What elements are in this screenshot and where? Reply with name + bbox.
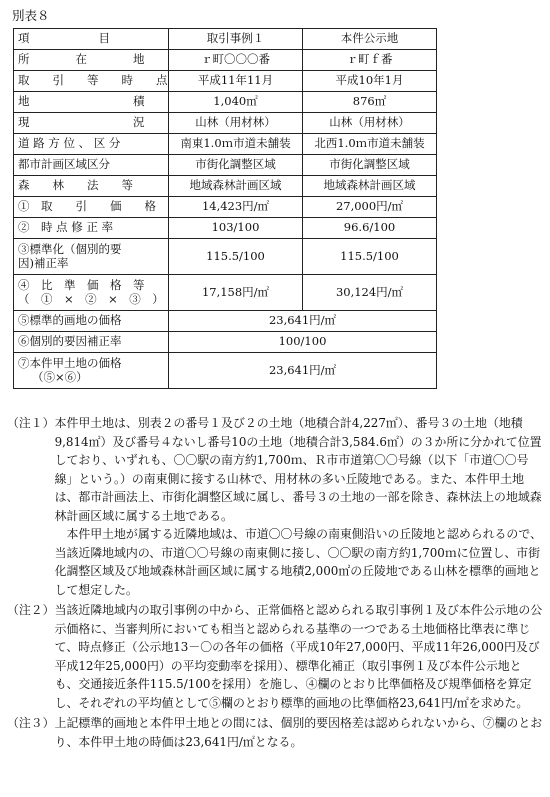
row-label: ② 時 点 修 正 率	[14, 218, 169, 239]
table-row	[14, 71, 437, 92]
note-paragraph: 本件甲土地は、別表２の番号１及び２の土地（地積合計4,227㎡）、番号３の土地（地積9,814㎡）及び番号４ないし番号10の土地（地積合計3,584.6㎡）の３か所に分かれて位置しており、いずれも、〇〇駅の南方約1,700ｍ、Ｒ市市道第〇〇号線（以下「市道〇〇号線」という。）の南東側に接する山林で、用材林の多い丘陵地である。また、本件甲土地は、都市計画法上、市街化調整区域に属し、番号３の土地の一部を除き、森林法上の地域森林計画区域に属する土地である。	[54, 416, 542, 523]
row-value-col2: ｒ町ｆ番	[303, 50, 437, 71]
attachment-title: 別表８	[12, 8, 50, 23]
note-body	[55, 601, 545, 712]
row-label-line: 因)補正率	[18, 255, 69, 270]
table-merged-row	[14, 353, 437, 389]
row-label: 取 引 等 時 点	[14, 71, 169, 92]
row-label: ① 取 引 価 格	[14, 197, 169, 218]
note-paragraph: 上記標準的画地と本件甲土地との間には、個別的要因格差は認められないから、⑦欄のとおり、本件甲土地の時価は23,641円/㎡となる。	[54, 716, 543, 749]
row-label: ⑥個別的要因補正率	[14, 332, 169, 353]
row-label	[14, 239, 169, 275]
note-3	[7, 714, 545, 751]
table-row	[14, 155, 437, 176]
row-value-col2: 平成10年1月	[303, 71, 437, 92]
row-value-col1: 南東1.0ｍ市道未舗装	[169, 134, 303, 155]
row-label-line: （⑤×⑥）	[32, 369, 88, 384]
row-value-col2: 北西1.0ｍ市道未舗装	[303, 134, 437, 155]
table-merged-row	[14, 311, 437, 332]
header-item-cell: 項 目	[14, 29, 169, 50]
row-label: 森 林 法 等	[14, 176, 169, 197]
header-col2-cell: 本件公示地	[303, 29, 437, 50]
row-value-col1: 115.5/100	[169, 239, 303, 275]
table-row	[14, 275, 437, 311]
header-col1-cell: 取引事例１	[169, 29, 303, 50]
row-label-line: ③標準化（個別的要	[18, 242, 122, 256]
table-header-row	[14, 29, 437, 50]
row-value-col1: 103/100	[169, 218, 303, 239]
row-label-line: ④ 比 準 価 格 等	[18, 278, 145, 292]
row-value-col1: 14,423円/㎡	[169, 197, 303, 218]
row-value-col2: 地域森林計画区域	[303, 176, 437, 197]
row-value-col2: 30,124円/㎡	[303, 275, 437, 311]
notes-section	[7, 414, 545, 753]
note-1	[7, 414, 545, 599]
row-value-col1: 1,040㎡	[169, 92, 303, 113]
row-value-col2: 115.5/100	[303, 239, 437, 275]
note-marker: （注２）	[7, 603, 55, 617]
table-row	[14, 197, 437, 218]
row-value-col1: ｒ町〇〇〇番	[169, 50, 303, 71]
table-row	[14, 50, 437, 71]
row-value-col2: 市街化調整区域	[303, 155, 437, 176]
row-label: ⑤標準的画地の価格	[14, 311, 169, 332]
row-label: 現 況	[14, 113, 169, 134]
row-label: 都市計画区域区分	[14, 155, 169, 176]
row-value-col2: 96.6/100	[303, 218, 437, 239]
row-value-col2: 山林（用材林）	[303, 113, 437, 134]
row-merged-value: 23,641円/㎡	[169, 353, 437, 389]
note-body	[55, 714, 545, 751]
row-label: 所 在 地	[14, 50, 169, 71]
row-merged-value: 100/100	[169, 332, 437, 353]
row-label-line: ⑦本件甲土地の価格	[18, 356, 122, 370]
row-label	[14, 353, 169, 389]
row-label: 地 積	[14, 92, 169, 113]
table-row	[14, 176, 437, 197]
row-value-col1: 地域森林計画区域	[169, 176, 303, 197]
note-body	[55, 414, 545, 599]
table-row	[14, 239, 437, 275]
table-row	[14, 92, 437, 113]
row-label-line: （ ① × ② × ③ ）	[18, 291, 164, 306]
table-row	[14, 134, 437, 155]
note-marker: （注３）	[7, 716, 55, 730]
table-merged-row	[14, 332, 437, 353]
row-value-col1: 平成11年11月	[169, 71, 303, 92]
row-label	[14, 275, 169, 311]
table-row	[14, 218, 437, 239]
row-value-col1: 山林（用材林）	[169, 113, 303, 134]
note-paragraph: 当該近隣地域内の取引事例の中から、正常価格と認められる取引事例１及び本件公示地の公示価格に、当審判所においても相当と認められる基準の一つである土地価格比準表に準じて、時点修正（公示地13－〇の各年の価格（平成10年27,000円、平成11年26,000円及び平成12年25,000円）の平均変動率を採用）、標準化補正（取引事例１及び本件公示地とも、交通接近条件115.5/100を採用）を施し、④欄のとおり比準価格及び規準価格を算定し、それぞれの平均値として⑤欄のとおり標準的画地の比準価格23,641円/㎡を求めた。	[54, 603, 543, 710]
note-2	[7, 601, 545, 712]
appraisal-table	[13, 28, 437, 389]
row-value-col1: 17,158円/㎡	[169, 275, 303, 311]
note-paragraph: 本件甲土地が属する近隣地域は、市道〇〇号線の南東側沿いの丘陵地と認められるので、当該近隣地域内の、市道〇〇号線の南東側に接し、〇〇駅の南方約1,700ｍに位置し、市街化調整区域及び地域森林計画区域に属する地積2,000㎡の丘陵地である山林を標準的画地として想定した。	[54, 527, 542, 597]
note-marker: （注１）	[7, 416, 55, 430]
row-value-col2: 27,000円/㎡	[303, 197, 437, 218]
row-value-col2: 876㎡	[303, 92, 437, 113]
row-label: 道 路 方 位 、 区 分	[14, 134, 169, 155]
row-value-col1: 市街化調整区域	[169, 155, 303, 176]
row-merged-value: 23,641円/㎡	[169, 311, 437, 332]
table-row	[14, 113, 437, 134]
